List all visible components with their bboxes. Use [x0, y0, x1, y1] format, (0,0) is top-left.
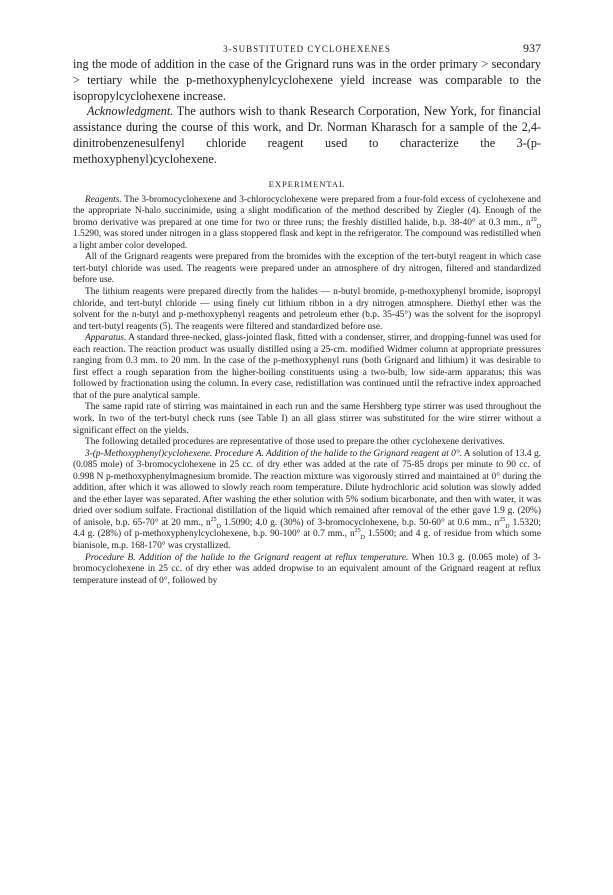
procedure-b-paragraph: [73, 553, 541, 588]
lithium-paragraph: The lithium reagents were prepared directly from the halides — n-butyl bromide, p-methoxyphenyl bromide, isopropyl chloride, and tert-butyl chloride — using finely cut lithium ribbon in a dry nitrogen atmosphere. Diethyl ether was the solvent for the n-butyl and p-methoxyphenyl reagents and petroleum ether (b.p. 35-45°) was the solvent for the isopropyl and tert-butyl reagents (5). The reagents were filtered and standardized before use.: [73, 286, 541, 332]
refractive-index-sub: D: [360, 535, 365, 542]
intro-section: [73, 57, 541, 168]
reagents-paragraph: [73, 195, 541, 253]
grignard-paragraph: All of the Grignard reagents were prepared from the bromides with the exception of the tert-butyl reagent in which case tert-butyl chloride was used. The reagents were prepared under an atmosphere of dry nitrogen, filtered and standardized before use.: [73, 252, 541, 286]
refractive-index-sub: D: [536, 223, 541, 230]
apparatus-paragraph: [73, 333, 541, 402]
refractive-index-sub: D: [505, 523, 510, 530]
procedure-a-paragraph: [73, 449, 541, 553]
refractive-index-sup: 25: [210, 516, 217, 523]
refractive-index-sup: 20: [530, 216, 537, 223]
refractive-index-sup: 25: [499, 516, 506, 523]
running-head: [73, 0, 541, 57]
reagents-text-1: The 3-bromocyclohexene and 3-chlorocyclohexene were prepared from a four-fold excess of cyclohexene and the appropriate N-halo succinimide, using a slight modification of the method described by Ziegler (4). Enough of the bromo derivative was prepared at one time for two or three runs; the freshly distilled halide, b.p. 38-40° at 0.3 mm., n: [73, 194, 541, 228]
procedures-paragraph: The following detailed procedures are representative of those used to prepare the other cyclohexene derivatives.: [85, 437, 505, 448]
procedure-a-text-2: 1.5090; 4.0 g. (30%) of 3-bromocyclohexene, b.p. 50-60° at 0.6 mm., n: [221, 517, 500, 528]
procedure-b-text: When 10.3 g. (0.065 mole) of 3-bromocyclohexene in 25 cc. of dry ether was added dropwise to an equivalent amount of the Grignard reagent at reflux temperature instead of 0°, followed by: [73, 552, 541, 586]
acknowledgment-paragraph: [73, 104, 541, 167]
reagents-text-2: 1.5290, was stored under nitrogen in a glass stoppered flask and kept in the refrigerator. The compound was redistilled when a light amber color developed.: [73, 229, 541, 251]
procedure-a-text-3: 1.5320; 4.4 g. (28%) of p-methoxyphenylcyclohexene, b.p. 90-100° at 0.7 mm., n: [73, 517, 542, 540]
stirring-paragraph: The same rapid rate of stirring was maintained in each run and the same Hershberg type stirrer was used throughout the work. In two of the tert-butyl check runs (see Table I) an all glass stirrer was substituted for the wire stirrer without a significant effect on the yields.: [73, 402, 541, 436]
running-title: 3-SUBSTITUTED CYCLOHEXENES: [223, 44, 391, 54]
reagents-lead: Reagents.: [85, 194, 122, 205]
refractive-index-sub: D: [216, 523, 221, 530]
experimental-section: [73, 195, 541, 588]
intro-paragraph: ing the mode of addition in the case of the Grignard runs was in the order primary > secondary > tertiary while the p-methoxyphenylcyclohexene yield increase was comparable to the isopropylcyclohexene increase.: [73, 57, 541, 103]
page-number: 937: [523, 41, 541, 55]
apparatus-text: A standard three-necked, glass-jointed flask, fitted with a condenser, stirrer, and dropping-funnel was used for each reaction. The reaction product was usually distilled using a 25-cm. modified Widmer column at appropriate pressures ranging from 0.3 mm. to 20 mm. In the case of the p-methoxyphenyl runs (both Grignard and lithium) it was desirable to first effect a rough separation from the higher-boiling constituents using a two-bulb, low side-arm apparatus; this was followed by fractionation using the column. In every case, redistillation was continued until the refractive index approached that of the pure analytical sample.: [73, 333, 541, 401]
apparatus-lead: Apparatus.: [85, 333, 127, 344]
procedure-a-lead: 3-(p-Methoxyphenyl)cyclohexene. Procedure A. Addition of the halide to the Grignard reagent at 0°.: [85, 448, 462, 459]
experimental-heading: EXPERIMENTAL: [268, 178, 346, 189]
refractive-index-sup: 25: [354, 528, 361, 535]
procedure-b-lead: Procedure B. Addition of the halide to the Grignard reagent at reflux temperature.: [85, 552, 409, 563]
acknowledgment-lead: Acknowledgment.: [87, 104, 174, 119]
procedure-a-text-1: A solution of 13.4 g. (0.085 mole) of 3-bromocyclohexene in 25 cc. of dry ether was added at the rate of 75-85 drops per minute to 90 cc. of 0.998 N p-methoxyphenylmagnesium bromide. The reaction mixture was vigorously stirred and maintained at 0° during the addition, after which it was allowed to slowly reach room temperature. Dilute hydrochloric acid solution was slowly added and the ether layer was separated. After washing the ether solution with 5% sodium bicarbonate, and then with water, it was dried over sodium sulfate. Fractional distillation of the liquid which remained after removal of the ether gave 1.9 g. (20%) of anisole, b.p. 65-70° at 20 mm., n: [73, 448, 541, 528]
procedure-a-text-4: 1.5500; and 4 g. of residue from which some bianisole, m.p. 168-170° was crystallized.: [73, 529, 541, 551]
acknowledgment-text: The authors wish to thank Research Corporation, New York, for financial assistance during the course of this work, and Dr. Norman Kharasch for a sample of the 2,4-dinitrobenzenesulfenyl chloride reagent used to characterize the 3-(p-methoxyphenyl)cyclohexene.: [73, 104, 541, 166]
